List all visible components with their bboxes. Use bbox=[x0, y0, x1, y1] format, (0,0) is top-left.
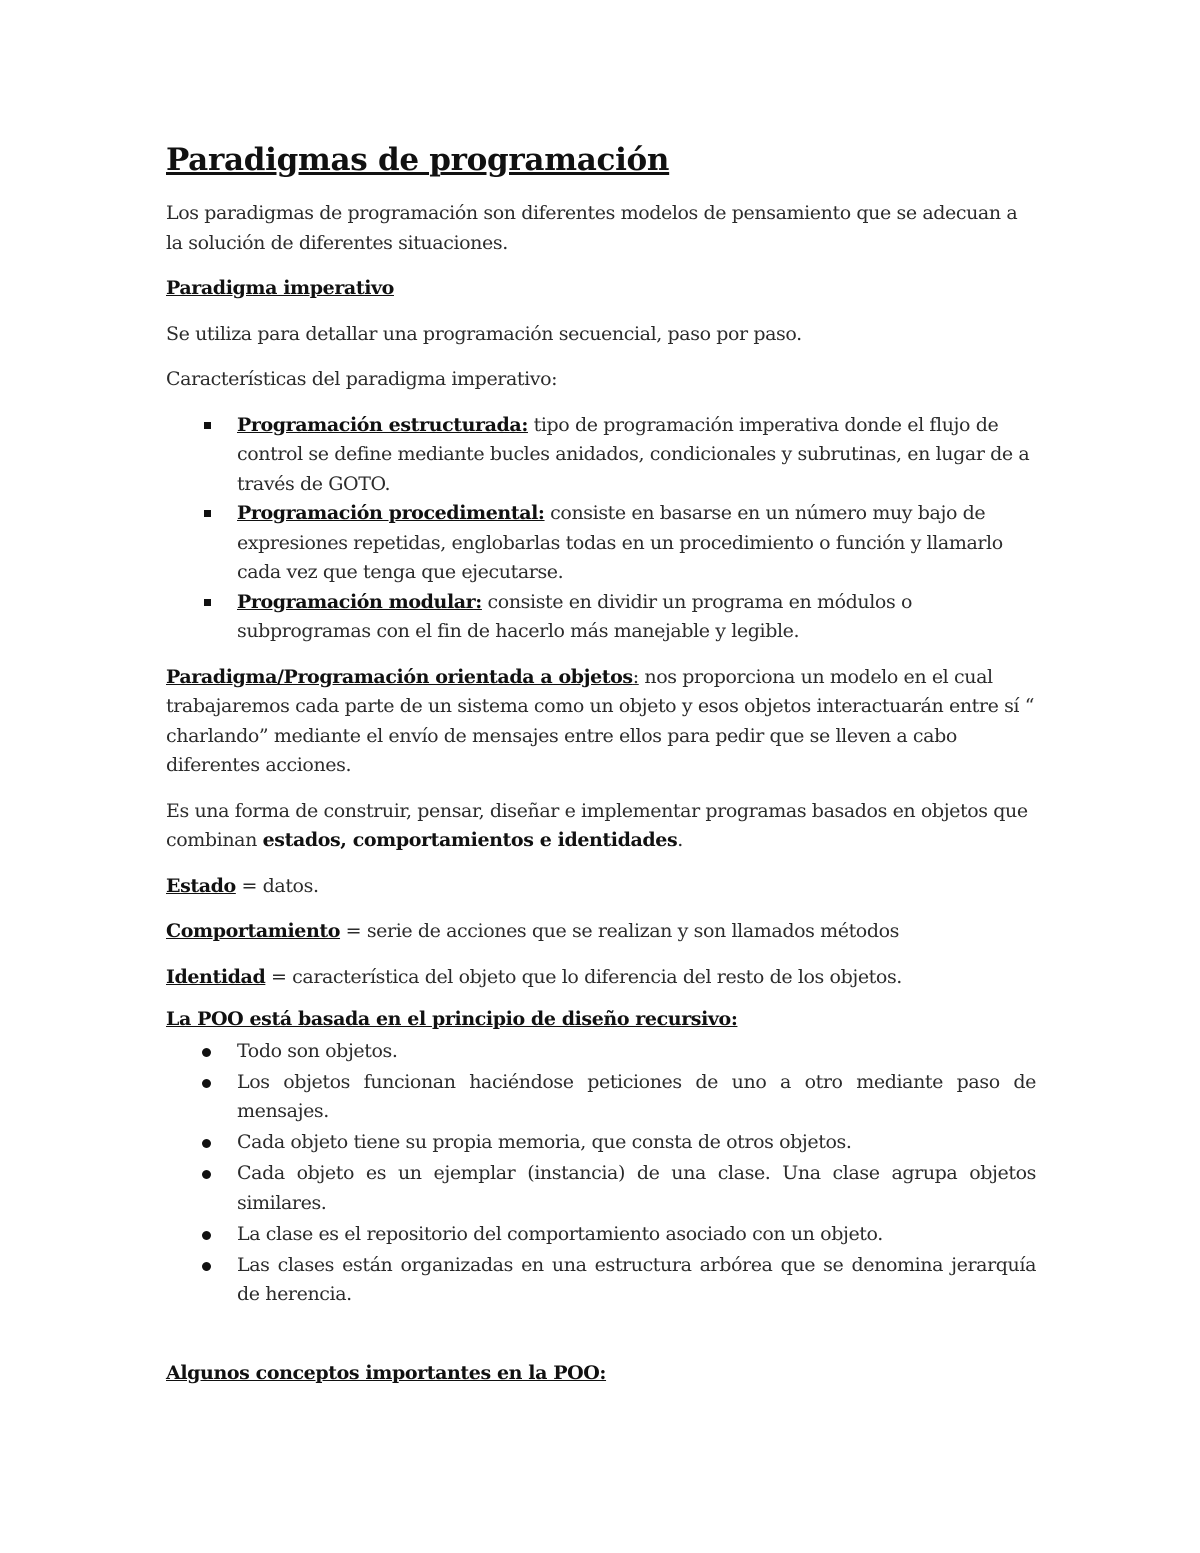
list-item: Cada objeto tiene su propia memoria, que consta de otros objetos. bbox=[166, 1128, 1036, 1158]
estado-text: = datos. bbox=[235, 874, 319, 897]
poo-text: nos proporciona un modelo en el cual trabajaremos cada parte de un sistema como un objeto y esos objetos interactuarán entre sí “ charlando” mediante el envío de mensajes entre ellos para pedir que se lleven a cabo diferentes acciones. bbox=[166, 665, 1035, 776]
comportamiento-term: Comportamiento bbox=[166, 920, 341, 942]
imperativo-heading: Paradigma imperativo bbox=[166, 277, 394, 299]
imperativo-characteristics-label: Características del paradigma imperativo: bbox=[166, 368, 558, 390]
list-item-text: consiste en dividir un programa en módulos o subprogramas con el fin de hacerlo más manejable y legible. bbox=[237, 590, 912, 642]
list-item-text: consiste en basarse en un número muy bajo de expresiones repetidas, englobarlas todas en un procedimiento o función y llamarlo cada vez que tenga que ejecutarse. bbox=[237, 502, 1003, 583]
comportamiento-text: = serie de acciones que se realizan y son llamados métodos bbox=[340, 920, 899, 942]
list-item: Cada objeto es un ejemplar (instancia) de una clase. Una clase agrupa objetos similares. bbox=[166, 1159, 1036, 1218]
list-item bbox=[166, 499, 1036, 588]
poo-forma-text: Es una forma de construir, pensar, diseñar e implementar programas basados en objetos que combinan bbox=[166, 799, 1028, 851]
intro-paragraph: Los paradigmas de programación son diferentes modelos de pensamiento que se adecuan a la solución de diferentes situaciones. bbox=[166, 202, 1018, 254]
poo-forma-paragraph bbox=[166, 797, 1036, 856]
list-item: Los objetos funcionan haciéndose peticiones de uno a otro mediante paso de mensajes. bbox=[166, 1068, 1036, 1127]
poo-forma-bold: estados, comportamientos e identidades bbox=[262, 829, 678, 851]
identidad-line bbox=[166, 963, 1036, 993]
list-item-term: Programación procedimental: bbox=[237, 502, 545, 524]
imperativo-list bbox=[166, 411, 1036, 647]
list-item: Las clases están organizadas en una estructura arbórea que se denomina jerarquía de herencia. bbox=[166, 1251, 1036, 1310]
estado-term: Estado bbox=[166, 874, 236, 897]
poo-colon: : bbox=[632, 665, 639, 688]
list-item: Todo son objetos. bbox=[166, 1037, 1036, 1067]
conceptos-heading: Algunos conceptos importantes en la POO: bbox=[166, 1361, 607, 1384]
document-body bbox=[166, 138, 1036, 1388]
principio-heading: La POO está basada en el principio de diseño recursivo: bbox=[166, 1008, 738, 1030]
list-item-term: Programación estructurada: bbox=[237, 413, 528, 436]
poo-term: Paradigma/Programación orientada a objetos bbox=[166, 665, 633, 688]
list-item bbox=[166, 588, 1036, 647]
principios-list bbox=[166, 1037, 1036, 1310]
page-title: Paradigmas de programación bbox=[166, 142, 670, 178]
list-item bbox=[166, 411, 1036, 500]
list-item: La clase es el repositorio del comportamiento asociado con un objeto. bbox=[166, 1220, 1036, 1250]
imperativo-description: Se utiliza para detallar una programación secuencial, paso por paso. bbox=[166, 322, 802, 345]
poo-forma-end: . bbox=[677, 829, 683, 851]
list-item-term: Programación modular: bbox=[237, 590, 482, 613]
identidad-text: = característica del objeto que lo diferencia del resto de los objetos. bbox=[265, 965, 902, 988]
identidad-term: Identidad bbox=[166, 965, 266, 988]
comportamiento-line bbox=[166, 917, 1036, 947]
poo-paragraph bbox=[166, 663, 1036, 781]
list-item-text: tipo de programación imperativa donde el flujo de control se define mediante bucles anidados, condicionales y subrutinas, en lugar de a través de GOTO. bbox=[237, 413, 1030, 495]
estado-line bbox=[166, 872, 1036, 902]
